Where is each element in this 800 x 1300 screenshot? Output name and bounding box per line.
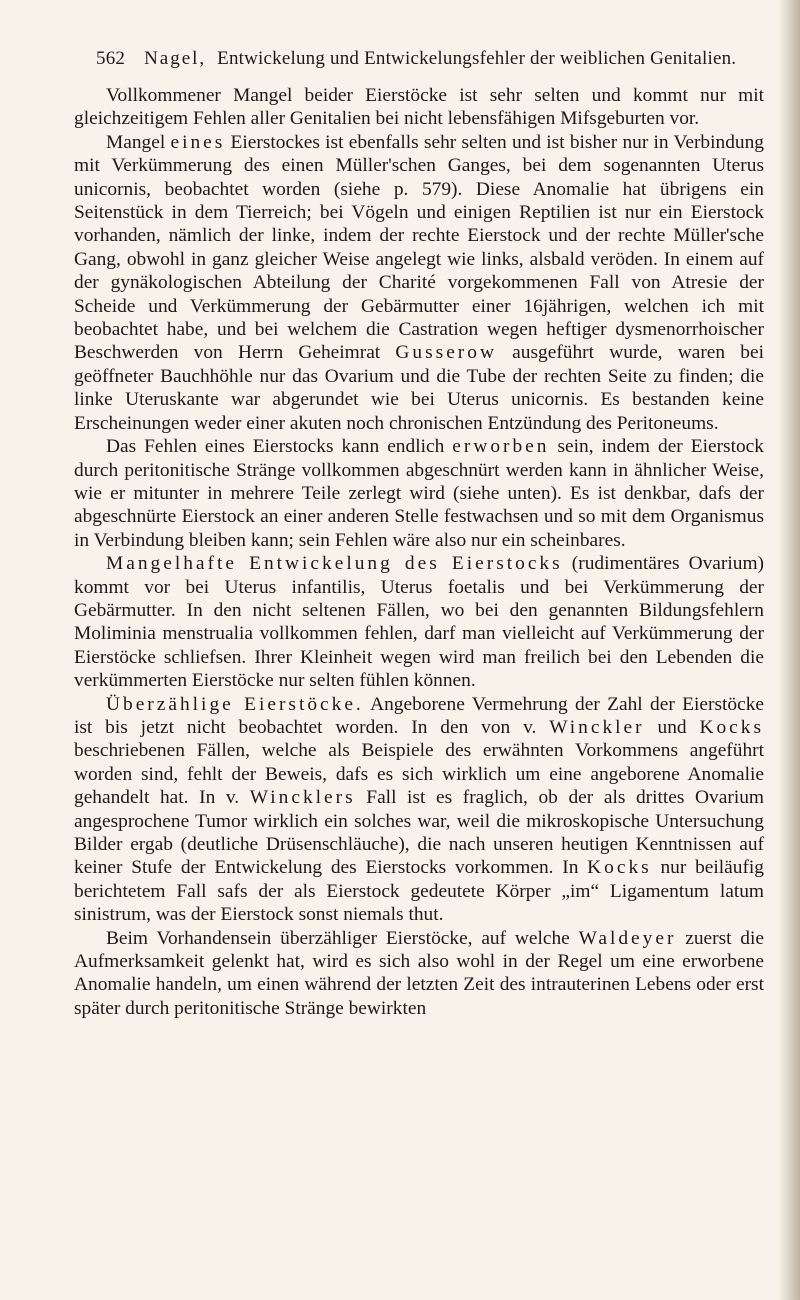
- paragraph: [74, 693, 764, 927]
- body-text: [74, 84, 764, 1020]
- text-run: und: [644, 716, 700, 738]
- text-run: Angeborene Vermehrung der Zahl der Eierstöcke ist bis jetzt nicht beobachtet worden. In den von v.: [74, 693, 765, 738]
- text-run: nur beiläufig berichtetem Fall safs der als Eierstock gedeutete Körper „im“ Ligamentum latum sinistrum, was der Eierstock sonst niemals thut.: [74, 857, 764, 926]
- text-run: Mangel: [106, 131, 171, 153]
- spaced-emphasis: Kocks: [699, 716, 765, 738]
- paragraph: [74, 927, 764, 1021]
- spaced-emphasis: Winckler: [549, 716, 645, 738]
- text-run: zuerst die Aufmerksamkeit gelenkt hat, wird es sich also wohl in der Regel um eine erworbene Anomalie handeln, um einen während der letzten Zeit des intrauterinen Lebens oder erst später durch peritonitische Stränge bewirkten: [74, 927, 764, 1019]
- paragraph: [74, 84, 764, 131]
- text-run: Beim Vorhandensein überzähliger Eierstöcke, auf welche: [106, 927, 579, 949]
- running-header: [96, 48, 776, 70]
- text-run: Eierstockes ist ebenfalls sehr selten und ist bisher nur in Verbindung mit Verkümmerung des einen Müller'schen Ganges, bei dem sogenannten Uterus unicornis, beobachtet worden (siehe p. 579). Diese Anomalie hat übrigens ein Seitenstück in dem Tierreich; bei Vögeln und einigen Reptilien ist nur ein Eierstock vorhanden, nämlich der linke, indem der rechte Eierstock und der rechte Müller'sche Gang, obwohl in ganz gleicher Weise angelegt wie links, alsbald veröden. In einem auf der gynäkologischen Abteilung der Charité vorgekommenen Fall von Atresie der Scheide und Verkümmerung der Gebärmutter einer 16jährigen, welchen ich mit beobachtet habe, und bei welchem die Castration wegen heftiger dysmenorrhoischer Beschwerden von Herrn Geheimrat: [74, 131, 764, 364]
- text-run: Vollkommener Mangel beider Eierstöcke ist sehr selten und kommt nur mit gleichzeitigem Fehlen aller Genitalien bei nicht lebensfähigen Mifsgeburten vor.: [74, 85, 764, 130]
- spaced-emphasis: Waldeyer: [578, 927, 677, 949]
- text-run: ausgeführt wurde, waren bei geöffneter Bauchhöhle nur das Ovarium und die Tube der rechten Seite zu finden; die linke Uteruskante war abgerundet wie bei Uterus unicornis. Es bestanden keine Erscheinungen weder einer akuten noch chronischen Entzündung des Peritoneums.: [74, 342, 764, 434]
- header-author: Nagel,: [144, 48, 207, 69]
- spaced-emphasis: Wincklers: [249, 787, 356, 809]
- spaced-emphasis: Kocks: [587, 857, 652, 879]
- spaced-emphasis: Überzählige Eierstöcke.: [106, 693, 364, 715]
- paragraph: [74, 552, 764, 692]
- page-number: 562: [96, 48, 126, 69]
- spaced-emphasis: Mangelhafte Entwickelung des Eierstocks: [106, 553, 563, 575]
- header-title: Entwickelung und Entwickelungsfehler der weiblichen Genitalien.: [217, 48, 737, 69]
- spaced-emphasis: eines: [170, 131, 226, 153]
- text-run: Das Fehlen eines Eierstocks kann endlich: [106, 436, 453, 458]
- spaced-emphasis: Gusserow: [395, 342, 497, 364]
- paragraph: [74, 131, 764, 435]
- text-run: Fall ist es fraglich, ob der als drittes Ovarium angesprochene Tumor wirklich ein solches war, weil die mikroskopische Untersuchung Bilder ergab (deutliche Drüsenschläuche), die nach unseren heutigen Kenntnissen auf keiner Stufe der Entwickelung des Eierstocks vorkommen. In: [74, 787, 764, 879]
- page-edge-shadow: [778, 0, 800, 1300]
- text-run: sein, indem der Eierstock durch peritonitische Stränge vollkommen abgeschnürt werden kann in ähnlicher Weise, wie er mitunter in mehrere Teile zerlegt wird (siehe unten). Es ist denkbar, dafs der abgeschnürte Eierstock an einer anderen Stelle festwachsen und so mit dem Organismus in Verbindung bleiben kann; sein Fehlen wäre also nur ein scheinbares.: [74, 436, 764, 551]
- text-run: beschriebenen Fällen, welche als Beispiele des erwähnten Vorkommens angeführt worden sind, fehlt der Beweis, dafs es sich wirklich um eine angeborene Anomalie gehandelt hat. In v.: [74, 740, 764, 809]
- spaced-emphasis: erworben: [452, 436, 550, 458]
- paragraph: [74, 435, 764, 552]
- text-run: (rudimentäres Ovarium) kommt vor bei Uterus infantilis, Uterus foetalis und bei Verkümmerung der Gebärmutter. In den nicht seltenen Fällen, wo bei den genannten Bildungsfehlern Moliminia menstrualia vollkommen fehlen, darf man vielleicht auf Verkümmerung der Eierstöcke schliefsen. Ihrer Kleinheit wegen wird man freilich bei den Lebenden die verkümmerten Eierstöcke nur selten fühlen können.: [74, 553, 764, 692]
